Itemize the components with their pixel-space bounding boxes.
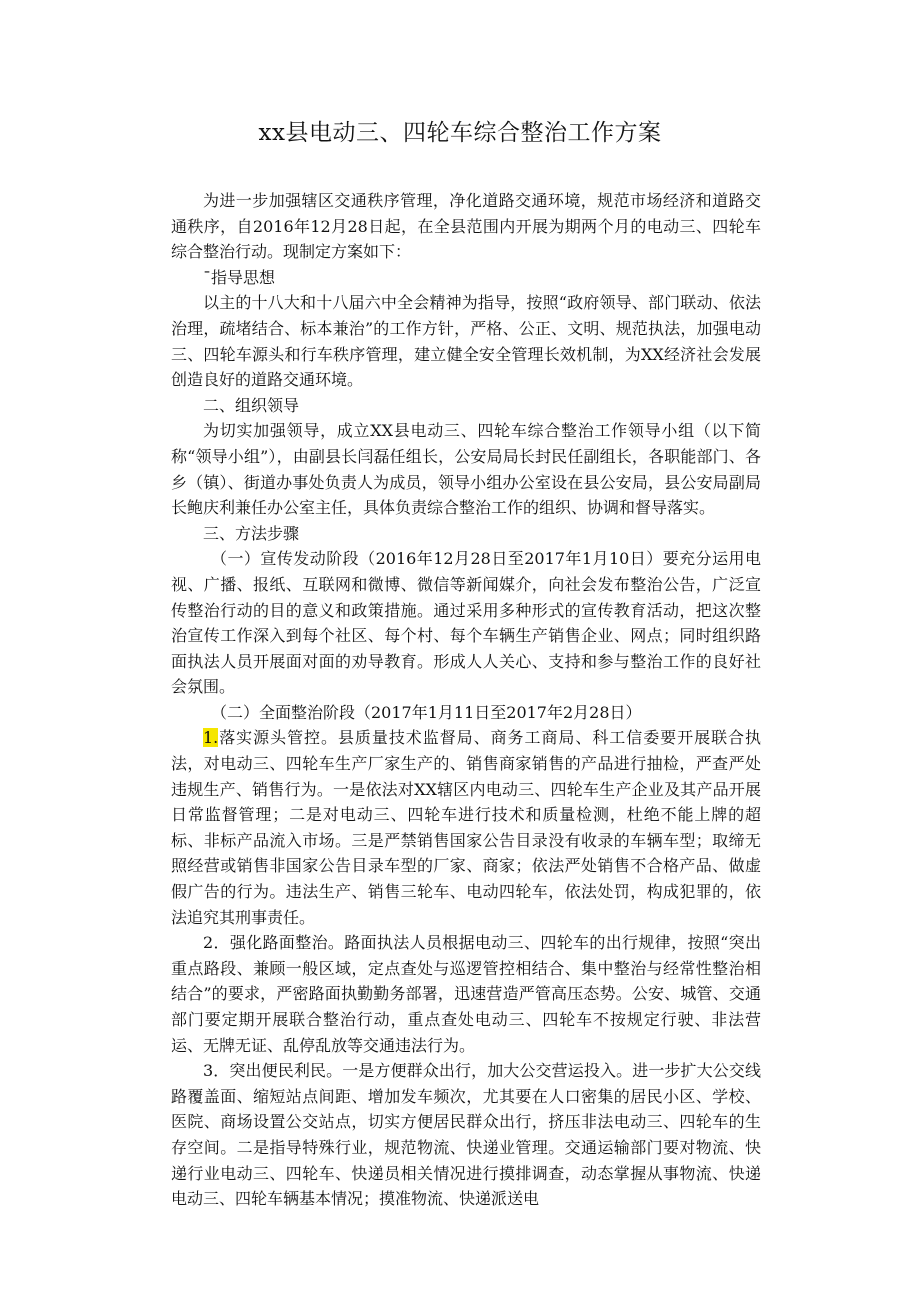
stage-1-paragraph: （一）宣传发动阶段（2016年12月28日至2017年1月10日）要充分运用电视、广播、报纸、互联网和微博、微信等新闻媒介，向社会发布整治公告，广泛宣传整治行动的目的意义和政策措施。通过采用多种形式的宣传教育活动，把这次整治宣传工作深入到每个社区、每个村、每个车辆生产销售企业、网点；同时组织路面执法人员开展面对面的劝导教育。形成人人关心、支持和参与整治工作的良好社会氛围。 xyxy=(171,549,761,697)
section-heading-1: ˉ指导思想 xyxy=(203,267,276,287)
document-body xyxy=(171,188,761,1212)
item-1-text: 落实源头管控。县质量技术监督局、商务工商局、科工信委要开展联合执法，对电动三、四轮车生产厂家生产的、销售商家销售的产品进行抽检，严查严处违规生产、销售行为。一是依法对XX辖区内电动三、四轮车生产企业及其产品开展日常监督管理；二是对电动三、四轮车进行技术和质量检测，杜绝不能上牌的超标、非标产品流入市场。三是严禁销售国家公告目录没有收录的车辆车型；取缔无照经营或销售非国家公告目录车型的厂家、商家；依法严处销售不合格产品、做虚假广告的行为。违法生产、销售三轮车、电动四轮车，依法处罚，构成犯罪的，依法追究其刑事责任。 xyxy=(171,728,761,927)
document-title: xx县电动三、四轮车综合整治工作方案 xyxy=(258,120,662,146)
item-1-paragraph xyxy=(171,725,761,930)
section-heading-2: 二、组织领导 xyxy=(203,395,300,415)
stage-2-heading: （二）全面整治阶段（2017年1月11日至2017年2月28日） xyxy=(211,702,642,722)
item-2-paragraph: 2．强化路面整治。路面执法人员根据电动三、四轮车的出行规律，按照“突出重点路段、兼顾一般区域，定点查处与巡逻管控相结合、集中整治与经常性整治相结合”的要求，严密路面执勤勤务部署，迅速营造严管高压态势。公安、城管、交通部门要定期开展联合整治行动，重点查处电动三、四轮车不按规定行驶、非法营运、无牌无证、乱停乱放等交通违法行为。 xyxy=(171,933,761,1055)
intro-paragraph: 为进一步加强辖区交通秩序管理，净化道路交通环境，规范市场经济和道路交通秩序，自2016年12月28日起，在全县范围内开展为期两个月的电动三、四轮车综合整治行动。现制定方案如下： xyxy=(171,191,761,262)
section-2-paragraph: 为切实加强领导，成立XX县电动三、四轮车综合整治工作领导小组（以下简称“领导小组”），由副县长闫磊任组长，公安局局长封民任副组长，各职能部门、各乡（镇）、街道办事处负责人为成员，领导小组办公室设在县公安局，县公安局副局长鲍庆利兼任办公室主任，具体负责综合整治工作的组织、协调和督导落实。 xyxy=(171,421,761,518)
item-3-paragraph: 3．突出便民利民。一是方便群众出行，加大公交营运投入。进一步扩大公交线路覆盖面、缩短站点间距、增加发车频次，尤其要在人口密集的居民小区、学校、医院、商场设置公交站点，切实方便居民群众出行，挤压非法电动三、四轮车的生存空间。二是指导特殊行业，规范物流、快递业管理。交通运输部门要对物流、快递行业电动三、四轮车、快递员相关情况进行摸排调查，动态掌握从事物流、快递电动三、四轮车辆基本情况；摸准物流、快递派送电 xyxy=(171,1061,761,1209)
section-heading-3: 三、方法步骤 xyxy=(203,523,300,543)
section-1-paragraph: 以主的十八大和十八届六中全会精神为指导，按照“政府领导、部门联动、依法治理，疏堵结合、标本兼治”的工作方针，严格、公正、文明、规范执法，加强电动三、四轮车源头和行车秩序管理，建立健全安全管理长效机制，为XX经济社会发展创造良好的道路交通环境。 xyxy=(171,293,761,390)
item-1-number-highlight: 1. xyxy=(203,728,219,748)
